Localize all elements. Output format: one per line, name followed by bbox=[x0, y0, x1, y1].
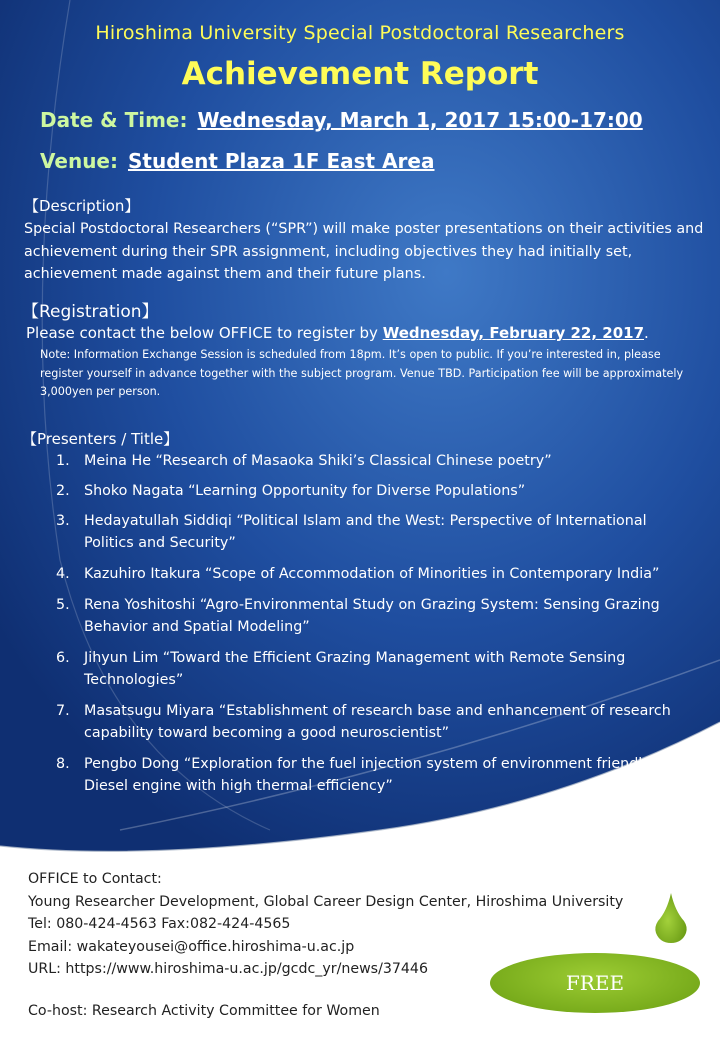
registration-note: Note: Information Exchange Session is scheduled from 18pm. It’s open to public. If you’re interested in, please register yourself in advance together with the subject program. Venue TBD. Participation fee will be approximately 3,000yen per person. bbox=[40, 348, 684, 398]
registration-text-after: . bbox=[644, 324, 649, 342]
office-tel: Tel: 080-424-4563 Fax:082-424-4565 bbox=[28, 916, 291, 932]
presenter-number: 6. bbox=[56, 650, 70, 666]
presenter-item bbox=[56, 700, 696, 744]
cohost-text: Co-host: Research Activity Committee for Women bbox=[28, 1003, 380, 1019]
presenter-number: 3. bbox=[56, 513, 70, 529]
presenter-number: 2. bbox=[56, 483, 70, 499]
presenter-text: Rena Yoshitoshi “Agro-Environmental Study on Grazing System: Sensing Grazing Behavior and Spatial Modeling” bbox=[84, 597, 660, 635]
presenter-text: Hedayatullah Siddiqi “Political Islam and the West: Perspective of International Politics and Security” bbox=[84, 513, 647, 551]
presenter-text: Meina He “Research of Masaoka Shiki’s Classical Chinese poetry” bbox=[84, 453, 552, 469]
presenter-number: 1. bbox=[56, 453, 70, 469]
presenter-text: Kazuhiro Itakura “Scope of Accommodation of Minorities in Contemporary India” bbox=[84, 566, 660, 582]
presenter-item bbox=[56, 563, 696, 585]
description-text: Special Postdoctoral Researchers (“SPR”) will make poster presentations on their activities and achievement during their SPR assignment, including objectives they had initially set, achievement made against them and their future plans. bbox=[24, 221, 704, 282]
presenter-text: Masatsugu Miyara “Establishment of research base and enhancement of research capability toward becoming a good neuroscientist” bbox=[84, 703, 671, 741]
venue-value: Student Plaza 1F East Area bbox=[128, 149, 435, 173]
presenter-number: 4. bbox=[56, 566, 70, 582]
presenter-number: 7. bbox=[56, 703, 70, 719]
presenter-item bbox=[56, 753, 696, 797]
green-drop-icon bbox=[654, 893, 688, 943]
date-label: Date & Time: bbox=[40, 108, 188, 132]
presenter-number: 8. bbox=[56, 756, 70, 772]
registration-heading: 【Registration】 bbox=[22, 302, 159, 322]
free-badge: FREE bbox=[490, 953, 700, 1013]
description-heading: 【Description】 bbox=[24, 197, 140, 215]
registration-deadline: Wednesday, February 22, 2017 bbox=[382, 324, 645, 342]
venue-label: Venue: bbox=[40, 149, 118, 173]
header-title: Hiroshima University Special Postdoctoral Researchers bbox=[95, 22, 625, 44]
office-org: Young Researcher Development, Global Career Design Center, Hiroshima University bbox=[28, 893, 624, 910]
date-value: Wednesday, March 1, 2017 15:00-17:00 bbox=[197, 108, 643, 132]
presenters-list bbox=[56, 450, 696, 797]
report-title: Achievement Report bbox=[181, 56, 539, 92]
presenter-text: Shoko Nagata “Learning Opportunity for Diverse Populations” bbox=[84, 483, 526, 499]
presenter-item bbox=[56, 510, 696, 554]
date-row bbox=[40, 108, 643, 132]
presenter-item bbox=[56, 647, 696, 691]
presenters-heading: 【Presenters / Title】 bbox=[22, 430, 179, 448]
presenter-item bbox=[56, 480, 696, 502]
venue-row bbox=[40, 149, 434, 173]
office-url[interactable]: URL: https://www.hiroshima-u.ac.jp/gcdc_yr/news/37446 bbox=[28, 961, 428, 977]
presenter-text: Jihyun Lim “Toward the Efficient Grazing Management with Remote Sensing Technologies” bbox=[84, 650, 626, 688]
registration-text bbox=[26, 324, 716, 342]
presenter-item bbox=[56, 594, 696, 638]
presenter-number: 5. bbox=[56, 597, 70, 613]
presenter-text: Pengbo Dong “Exploration for the fuel injection system of environment friendly clean Diesel engine with high thermal efficiency” bbox=[84, 756, 694, 794]
office-title: OFFICE to Contact: bbox=[28, 871, 162, 887]
presenter-item bbox=[56, 450, 696, 472]
registration-text-before: Please contact the below OFFICE to register by bbox=[26, 324, 383, 342]
office-email[interactable]: Email: wakateyousei@office.hiroshima-u.ac.jp bbox=[28, 938, 355, 955]
